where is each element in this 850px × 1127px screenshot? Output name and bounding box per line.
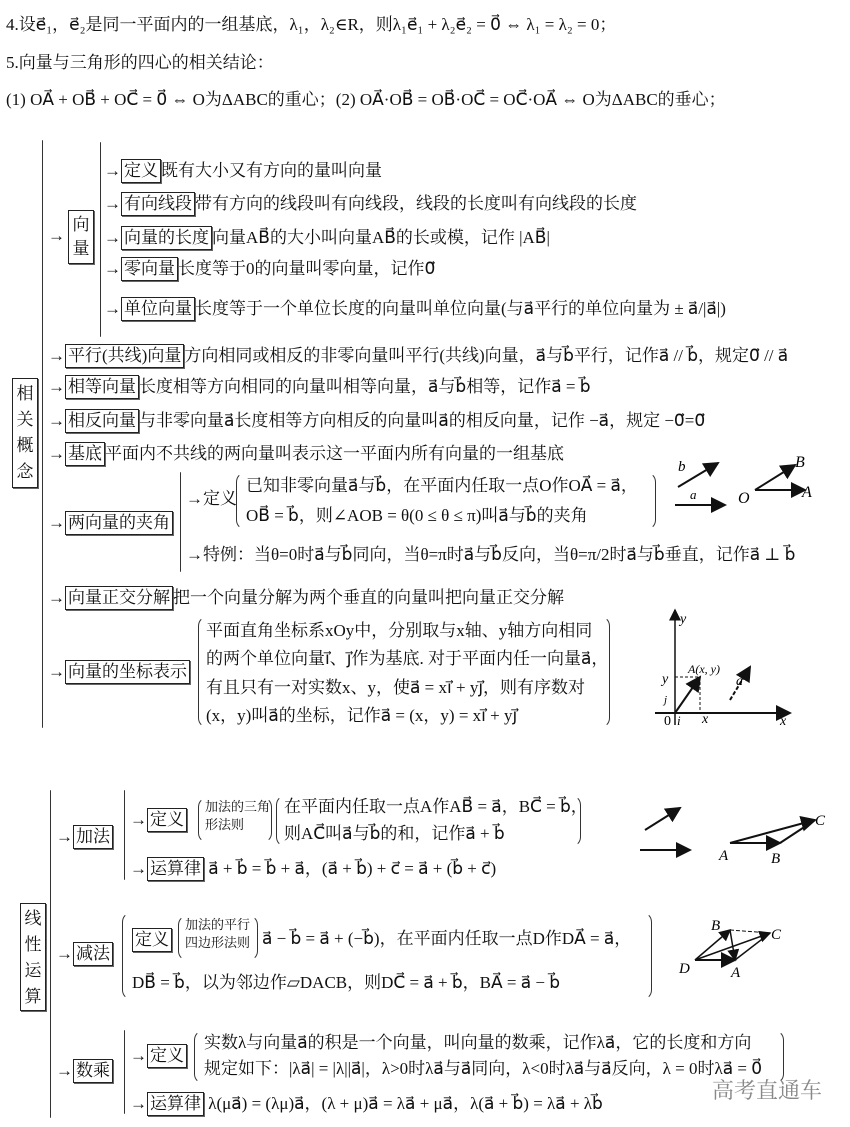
mul-line: 实数λ与向量a⃗的积是一个向量，叫向量的数乘，记作λa⃗，它的长度和方向: [204, 1033, 752, 1052]
ortho-item: → 向量正交分解 把一个向量分解为两个垂直的向量叫把向量正交分解: [48, 586, 564, 610]
angle-def-label: 定义: [203, 489, 237, 508]
angle-item: → 两向量的夹角: [48, 511, 173, 535]
coord-line: (x，y)叫a⃗的坐标，记作a⃗ = (x，y) = xi⃗ + yj⃗: [206, 706, 518, 725]
mul-law: 运算律: [147, 1092, 204, 1116]
vector-label: 向量: [68, 210, 94, 264]
concept-item: → 相反向量 与非零向量a⃗长度相等方向相反的向量叫a⃗的相反向量，记作 −a⃗，规定 −0⃗=0⃗: [48, 409, 705, 433]
coord-item: → 向量的坐标表示: [48, 660, 190, 684]
svg-text:i⃗: i⃗: [677, 713, 691, 728]
watermark: 高考直通车: [712, 1079, 823, 1104]
coord-line: 有且只有一对实数x、y，使a⃗ = xi⃗ + yj⃗，则有序数对: [206, 678, 586, 697]
add-figure: [635, 800, 835, 870]
svg-text:C: C: [815, 813, 826, 829]
vector-brace: [100, 142, 101, 337]
svg-text:y: y: [662, 672, 669, 687]
svg-text:A: A: [802, 484, 812, 501]
svg-text:x: x: [702, 712, 709, 727]
coord-line: 平面直角坐标系xOy中，分别取与x轴、y轴方向相同: [206, 621, 593, 640]
angle-def-line: OB⃗ = b⃗，则∠AOB = θ(0 ≤ θ ≤ π)叫a⃗与b⃗的夹角: [246, 506, 588, 525]
statement-5: 5.向量与三角形的四心的相关结论：: [6, 53, 274, 72]
sub-line: DB⃗ = b⃗，以为邻边作▱DACB，则DC⃗ = a⃗ + b⃗，BA⃗ = a⃗ − b⃗: [132, 973, 561, 992]
angle-figure: [670, 455, 850, 525]
svg-text:B: B: [771, 851, 781, 867]
vector-item: → 向量的长度 向量AB⃗的大小叫向量AB⃗的长或模，记作 |AB⃗|: [104, 226, 550, 250]
concept-item: → 相等向量 长度相等方向相同的向量叫相等向量，a⃗与b⃗相等，记作a⃗ = b⃗: [48, 375, 591, 399]
sub-label: 减法: [73, 942, 113, 966]
angle-def-line: 已知非零向量a⃗与b⃗，在平面内任取一点O作OA⃗ = a⃗，: [246, 476, 638, 495]
add-brace: [124, 790, 125, 880]
mul-line: 规定如下：|λa⃗| = |λ||a⃗|，λ>0时λa⃗与a⃗同向，λ<0时λa⃗与a⃗反向，λ = 0时λa⃗ = 0⃗: [204, 1059, 763, 1078]
svg-text:j⃗: j⃗: [664, 694, 676, 706]
concept-item: → 平行(共线)向量 方向相同或相反的非零向量叫平行(共线)向量，a⃗与b⃗平行，记作a⃗ // b⃗，规定0⃗ // a⃗: [48, 344, 788, 368]
concepts-brace: [42, 140, 43, 728]
add-law: 运算律: [147, 857, 204, 881]
add-line: 在平面内任取一点A作AB⃗ = a⃗，BC⃗ = b⃗，: [284, 797, 588, 816]
svg-text:A: A: [731, 965, 741, 981]
svg-text:A(x, y): A(x, y): [688, 662, 720, 676]
sub-figure: [675, 915, 795, 985]
svg-text:O: O: [738, 490, 750, 507]
statement-5-1: (1) OA⃗ + OB⃗ + OC⃗ = 0⃗ ⇔ O为ΔABC的重心；(2) OA⃗·OB⃗ = OB⃗·OC⃗ = OC⃗·OA⃗ ⇔ O为ΔABC的垂心；: [6, 90, 726, 109]
angle-brace: [180, 472, 181, 572]
add-label: 加法: [73, 825, 113, 849]
coord-line: 的两个单位向量i⃗、j⃗作为基底. 对于平面内任一向量a⃗，: [206, 649, 609, 668]
svg-text:x: x: [780, 714, 787, 729]
coord-figure: [650, 605, 800, 730]
svg-text:a⃗: a⃗: [690, 487, 707, 502]
vector-item: → 定义 既有大小又有方向的量叫向量: [104, 159, 382, 183]
add-rule: 加法的三角形法则: [198, 797, 272, 843]
svg-text:b⃗: b⃗: [678, 459, 698, 475]
angle-special: 特例：当θ=0时a⃗与b⃗同向，当θ=π时a⃗与b⃗反向，当θ=π/2时a⃗与b⃗垂直，记作a⃗ ⊥ b⃗: [203, 545, 796, 564]
svg-text:D: D: [679, 961, 690, 977]
sub-line: a⃗ − b⃗ = a⃗ + (−b⃗)，在平面内任取一点D作DA⃗ = a⃗，: [262, 929, 632, 948]
statement-4: 4.设e⃗₁，e⃗₂是同一平面内的一组基底，λ₁，λ₂∈R，则λ₁e⃗₁ + λ₂e⃗₂ = 0⃗ ⇔ λ₁ = λ₂ = 0；: [6, 15, 617, 34]
mul-brace: [124, 1030, 125, 1114]
sub-def: 定义: [132, 928, 172, 952]
svg-text:0: 0: [664, 714, 671, 729]
svg-text:B: B: [711, 918, 721, 934]
mul-def: 定义: [147, 1044, 187, 1068]
concept-item: → 基底 平面内不共线的两向量叫表示这一平面内所有向量的一组基底: [48, 442, 564, 466]
svg-text:y: y: [680, 612, 687, 627]
svg-text:a⃗: a⃗: [736, 674, 754, 689]
svg-text:C: C: [771, 927, 782, 943]
concepts-label: 相关概念: [12, 378, 38, 488]
svg-text:A: A: [719, 848, 729, 864]
sub-rule: 加法的平行四边形法则: [178, 915, 258, 961]
svg-text:B: B: [795, 455, 805, 471]
add-def: 定义: [147, 808, 187, 832]
ops-brace: [50, 790, 51, 1118]
vector-item: → 有向线段 带有方向的线段叫有向线段，线段的长度叫有向线段的长度: [104, 192, 637, 216]
add-line: 则AC⃗叫a⃗与b⃗的和，记作a⃗ + b⃗: [284, 824, 505, 843]
vector-item: → 零向量 长度等于0的向量叫零向量，记作0⃗: [104, 257, 435, 281]
vector-item: → 单位向量 长度等于一个单位长度的向量叫单位向量(与a⃗平行的单位向量为 ± a⃗/|a⃗|): [104, 297, 726, 321]
mul-label: 数乘: [73, 1059, 113, 1083]
ops-label: 线性运算: [20, 903, 46, 1011]
